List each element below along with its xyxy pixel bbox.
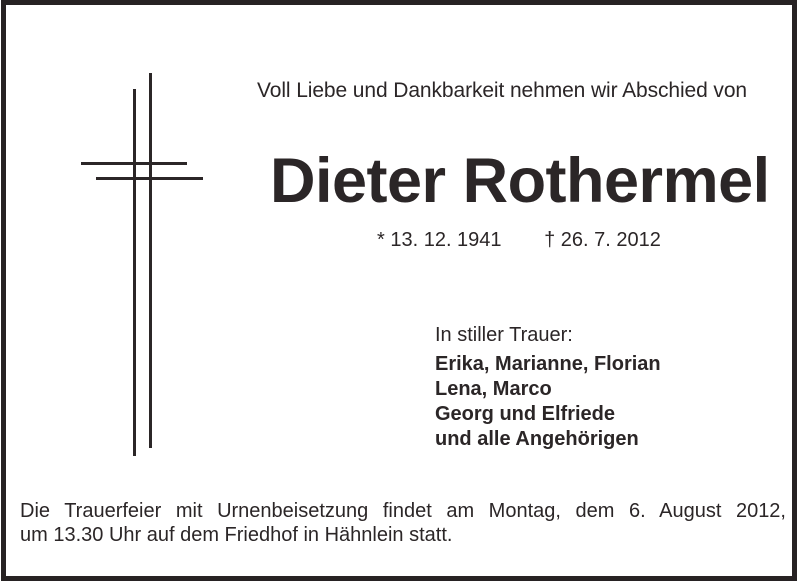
funeral-details-line-1: Die Trauerfeier mit Urnenbeisetzung findet am Montag, dem 6. August 2012, (20, 500, 786, 522)
life-dates (377, 230, 661, 250)
cross-vertical-line-left (133, 89, 136, 456)
birth-date: * 13. 12. 1941 (377, 229, 502, 251)
funeral-details (20, 499, 786, 547)
mourner-line: Erika, Marianne, Florian (435, 353, 661, 375)
cross-horizontal-line-top (81, 162, 187, 165)
mourning-label: In stiller Trauer: (435, 324, 573, 346)
cross-vertical-line-right (149, 73, 152, 448)
deceased-name: Dieter Rothermel (270, 146, 770, 216)
mourners-list (435, 352, 661, 452)
mourner-line: Lena, Marco (435, 378, 552, 400)
intro-line: Voll Liebe und Dankbarkeit nehmen wir Abschied von (257, 79, 747, 102)
cross-horizontal-line-bottom (96, 177, 203, 180)
mourner-line: Georg und Elfriede (435, 403, 616, 425)
mourner-line: und alle Angehörigen (435, 428, 639, 450)
death-date: † 26. 7. 2012 (544, 229, 661, 251)
funeral-details-line-2: um 13.30 Uhr auf dem Friedhof in Hähnlein statt. (20, 524, 453, 546)
